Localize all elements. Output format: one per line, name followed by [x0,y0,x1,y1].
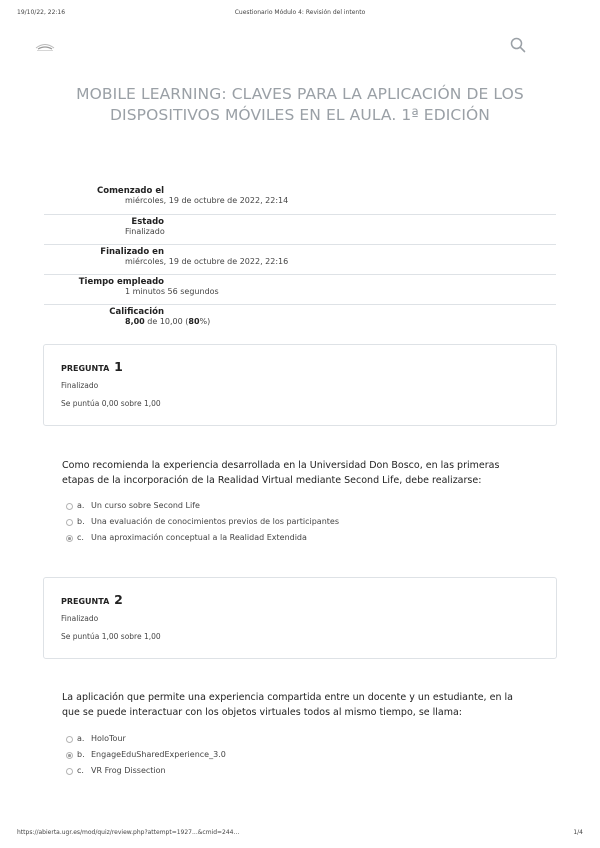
summary-value: Finalizado [125,227,165,236]
summary-label: Comenzado el [97,186,164,196]
radio-button-selected[interactable] [66,535,73,542]
answer-option[interactable] [66,734,466,750]
summary-label: Finalizado en [100,247,164,257]
question-text-1: Como recomienda la experiencia desarrollada en la Universidad Don Bosco, en las primeras etapas de la incorporación de la Realidad Virtual mediante Second Life, debe realizarse: [62,460,500,486]
answer-option[interactable] [66,533,466,549]
answer-letter: a. [77,734,85,743]
summary-value: miércoles, 19 de octubre de 2022, 22:14 [125,196,289,205]
course-title: MOBILE LEARNING: CLAVES PARA LA APLICACIÓN DE LOS DISPOSITIVOS MÓVILES EN EL AULA. 1ª EDICIÓN [76,85,524,124]
answer-letter: c. [77,766,84,775]
answer-letter: b. [77,750,85,759]
question-number: 2 [114,592,123,607]
summary-row-started [44,184,556,214]
answer-option[interactable] [66,750,466,766]
question-info-2 [43,577,557,659]
answer-option[interactable] [66,517,466,533]
question-mark: Se puntúa 0,00 sobre 1,00 [61,399,161,408]
answer-text: Un curso sobre Second Life [91,501,200,510]
radio-button[interactable] [66,519,73,526]
summary-row-finished [44,244,556,274]
print-header [17,9,583,19]
radio-button-selected[interactable] [66,752,73,759]
question-number: 1 [114,359,123,374]
print-page-title: Cuestionario Módulo 4: Revisión del intento [234,9,366,16]
answer-letter: c. [77,533,84,542]
question-label: PREGUNTA [61,364,110,373]
answer-list-2 [66,734,466,782]
answer-text: Una evaluación de conocimientos previos de los participantes [91,517,339,526]
summary-label: Tiempo empleado [78,277,164,287]
answer-letter: a. [77,501,85,510]
attempt-summary [44,184,556,334]
print-date: 19/10/22, 22:16 [17,9,66,16]
answer-text: EngageEduSharedExperience_3.0 [91,750,226,759]
answer-list-1 [66,501,466,549]
radio-button[interactable] [66,768,73,775]
summary-row-time [44,274,556,304]
radio-button[interactable] [66,736,73,743]
summary-row-state [44,214,556,244]
print-footer [17,829,583,839]
summary-value: 1 minutos 56 segundos [125,287,219,296]
question-mark: Se puntúa 1,00 sobre 1,00 [61,632,161,641]
grade-percent: 80 [188,317,200,326]
answer-text: Una aproximación conceptual a la Realidad Extendida [91,533,307,542]
question-heading [61,359,123,374]
answer-option[interactable] [66,766,466,782]
grade-end: %) [199,317,211,326]
question-label: PREGUNTA [61,597,110,606]
answer-letter: b. [77,517,85,526]
question-state: Finalizado [61,381,99,390]
answer-text: HoloTour [91,734,126,743]
print-url: https://abierta.ugr.es/mod/quiz/review.php?attempt=1927...&cmid=244... [17,829,240,836]
radio-button[interactable] [66,503,73,510]
print-page-number: 1/4 [573,829,583,836]
grade-value [125,317,210,326]
search-icon[interactable] [510,37,526,53]
summary-value: miércoles, 19 de octubre de 2022, 22:16 [125,257,289,266]
answer-option[interactable] [66,501,466,517]
question-heading [61,592,123,607]
summary-label: Estado [131,217,164,227]
grade-mid: de 10,00 ( [144,317,189,326]
question-text-2: La aplicación que permite una experiencia compartida entre un docente y un estudiante, en la que se puede interactuar con los objetos virtuales todos al mismo tiempo, se llama: [62,692,513,718]
logo-icon[interactable] [34,38,56,52]
answer-text: VR Frog Dissection [91,766,166,775]
summary-row-grade [44,304,556,334]
grade-score: 8,00 [125,317,145,326]
question-state: Finalizado [61,614,99,623]
question-info-1 [43,344,557,426]
summary-label: Calificación [109,307,164,317]
